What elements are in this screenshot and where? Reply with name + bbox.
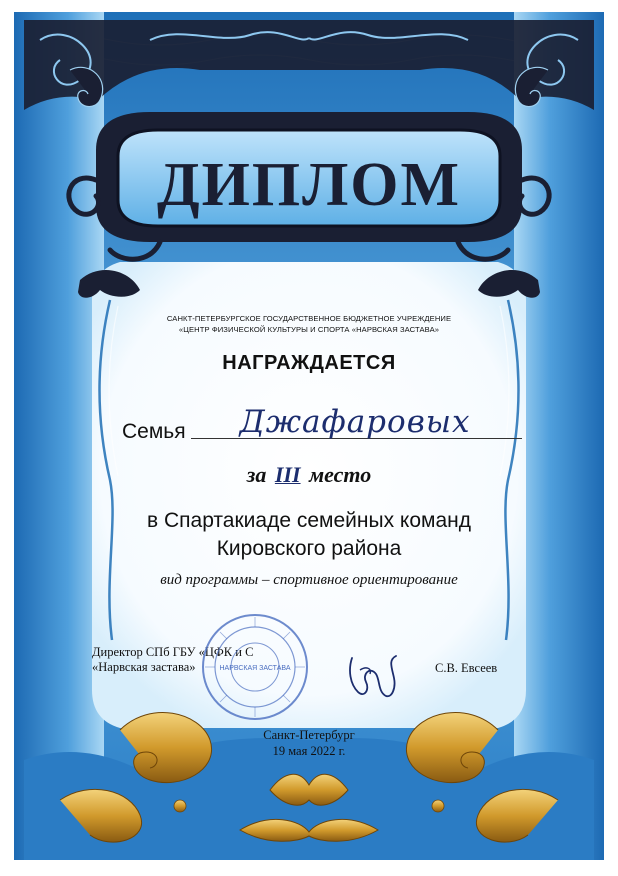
competition-line-1: в Спартакиаде семейных команд — [147, 509, 471, 532]
place-prefix: за — [246, 462, 267, 487]
recipient-name: Джафаровых — [239, 404, 471, 440]
stamp-text: НАРВСКАЯ ЗАСТАВА — [219, 665, 291, 672]
recipient-label: Семья — [122, 420, 186, 443]
competition-line-2: Кировского района — [216, 537, 402, 560]
organization-line-1: САНКТ-ПЕТЕРБУРГСКОЕ ГОСУДАРСТВЕННОЕ БЮДЖЕТНОЕ УЧРЕЖДЕНИЕ — [166, 314, 452, 323]
official-stamp — [200, 612, 310, 722]
signatory-name: С.В. Евсеев — [435, 661, 498, 675]
place-number: III — [274, 462, 301, 487]
place-line — [0, 462, 618, 488]
place-suffix: место — [309, 462, 372, 487]
organization-line-2: «ЦЕНТР ФИЗИЧЕСКОЙ КУЛЬТУРЫ И СПОРТА «НАРВСКАЯ ЗАСТАВА» — [178, 325, 440, 334]
award-heading: НАГРАЖДАЕТСЯ — [222, 352, 396, 374]
signatory-position-line-2: «Нарвская застава» — [92, 660, 196, 674]
diploma-title: ДИПЛОМ — [156, 151, 462, 219]
program-type: вид программы – спортивное ориентирование — [160, 572, 458, 588]
issue-date: 19 мая 2022 г. — [272, 744, 346, 758]
signatory-position-line-1: Директор СПб ГБУ «ЦФК и С — [92, 645, 254, 659]
director-signature — [340, 640, 420, 710]
issue-city: Санкт-Петербург — [263, 728, 355, 742]
